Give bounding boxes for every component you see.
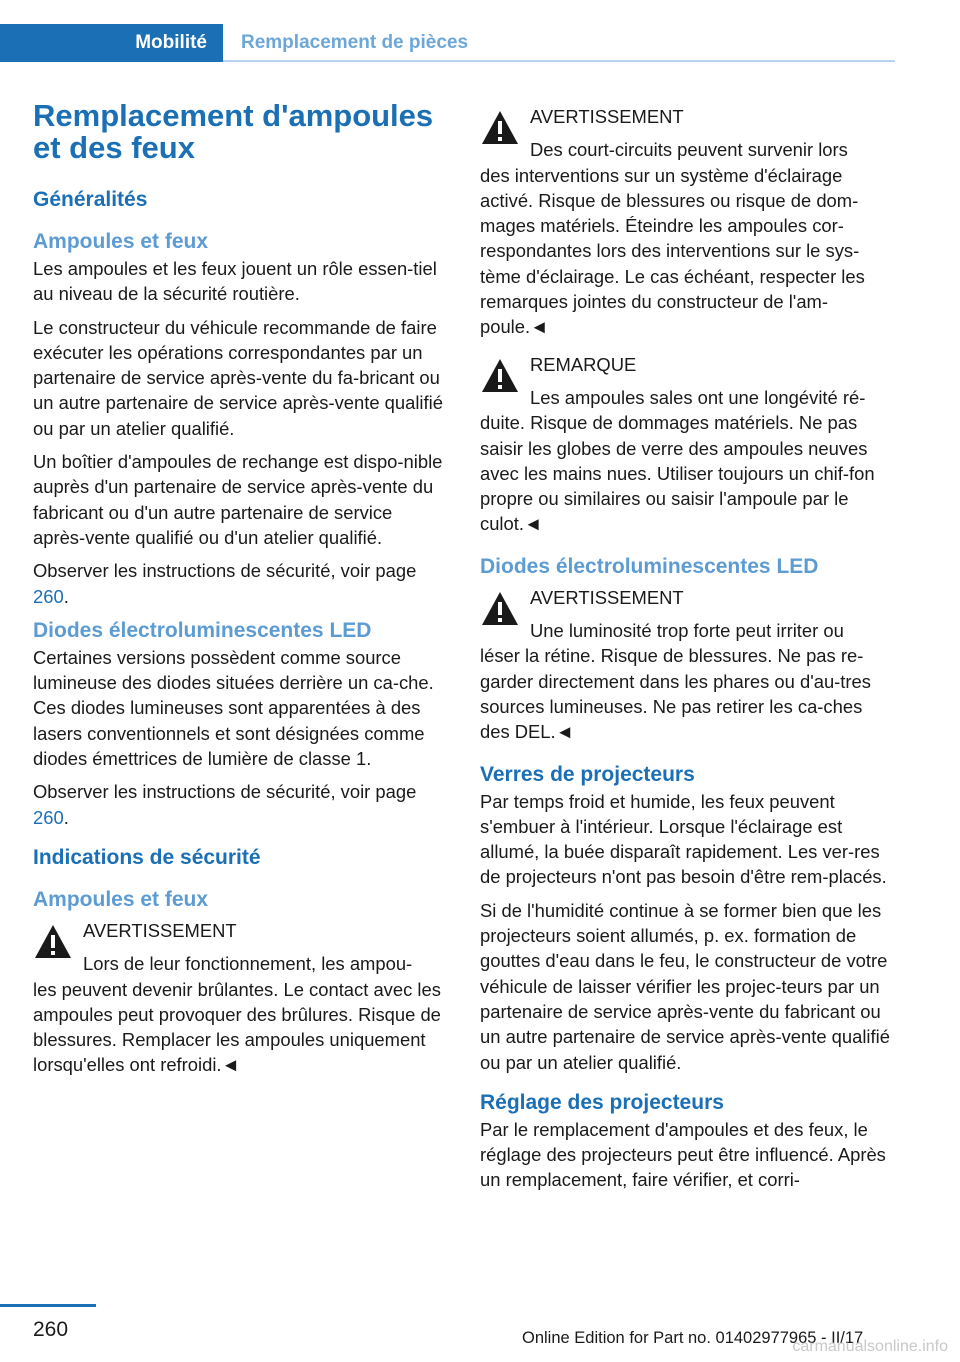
watermark: carmanualsonline.info <box>792 1338 948 1355</box>
paragraph: Par le remplacement d'ampoules et des feux, le réglage des projecteurs peut être influencé. Après un remplacement, faire vérifier, et corri- <box>480 1118 886 1191</box>
paragraph: Certaines versions possèdent comme source lumineuse des diodes situées derrière un ca-che. Ces diodes lumineuses sont apparentées à des lasers conventionnels et sont désignées comme diodes émettrices de lumière de classe 1. <box>33 646 434 770</box>
tab-mobilite-label: Mobilité <box>135 32 207 53</box>
paragraph-safety-ref <box>33 558 445 609</box>
page-title: Remplacement d'ampoules et des feux <box>33 98 434 165</box>
note-title: REMARQUE <box>530 353 637 375</box>
warning-triangle-icon <box>480 589 520 629</box>
paragraph-safety-ref <box>33 779 445 830</box>
paragraph: Les ampoules et les feux jouent un rôle essen-tiel au niveau de la sécurité routière. <box>33 258 437 305</box>
text: Observer les instructions de sécurité, voir page <box>33 781 417 803</box>
warning-block <box>33 918 445 1078</box>
warning-text-first: Des court-circuits peuvent survenir lors <box>530 139 848 161</box>
heading-verres-projecteurs: Verres de projecteurs <box>480 762 695 786</box>
text: Observer les instructions de sécurité, voir page <box>33 560 417 582</box>
warning-text <box>480 137 896 339</box>
heading-generalites: Généralités <box>33 188 148 211</box>
warning-block <box>480 104 896 340</box>
warning-title: AVERTISSEMENT <box>83 919 237 941</box>
warning-triangle-icon <box>480 108 520 148</box>
heading-led: Diodes électroluminescentes LED <box>33 618 372 642</box>
warning-text-first: Une luminosité trop forte peut irriter ou <box>530 620 844 642</box>
left-column <box>33 100 445 1090</box>
page-link[interactable]: 260 <box>33 585 64 607</box>
footer-rule <box>0 1304 96 1307</box>
warning-text-rest: léser la rétine. Risque de blessures. Ne pas re-garder directement dans les phares ou d'au-tres sources lumineuses. Ne pas retirer les ca-ches des DEL.◄ <box>480 645 871 743</box>
warning-title: AVERTISSEMENT <box>530 106 684 127</box>
heading-led: Diodes électroluminescentes LED <box>480 554 819 578</box>
page-link[interactable]: 260 <box>33 806 64 828</box>
paragraph: Un boîtier d'ampoules de rechange est dispo-nible auprès d'un partenaire de service après-vente du fabricant ou d'un autre partenaire de service après-vente qualifié ou d'un atelier qualifié. <box>33 451 443 548</box>
heading-ampoules-feux: Ampoules et feux <box>33 230 209 253</box>
note-text-rest: duite. Risque de dommages matériels. Ne pas saisir les globes de verre des ampoules neuves avec les mains nues. Utiliser toujours un chif-fon propre ou similaires ou saisir l'ampoule par le culot.◄ <box>480 412 875 535</box>
page-number: 260 <box>33 1318 69 1341</box>
warning-text <box>33 951 445 1077</box>
right-column <box>480 100 896 1201</box>
warning-text-rest: des interventions sur un système d'éclairage activé. Risque de blessures ou risque de dom-mages matériels. Éteindre les ampoules cor-respondantes lors des interventions sur le sys-tème d'éclairage. Le cas échéant, respecter les remarques jointes du constructeur de l'am-poule.◄ <box>480 164 865 338</box>
header-rule <box>223 60 895 62</box>
warning-block <box>480 585 896 745</box>
heading-indications-securite: Indications de sécurité <box>33 845 261 869</box>
note-text-first: Les ampoules sales ont une longévité ré- <box>530 386 866 408</box>
warning-triangle-icon <box>33 922 73 962</box>
warning-triangle-icon <box>480 356 520 396</box>
text: . <box>63 806 69 828</box>
page-header <box>0 24 895 62</box>
note-block <box>480 352 896 537</box>
section-title: Remplacement de pièces <box>241 32 469 53</box>
warning-text <box>480 618 896 744</box>
warning-text-first: Lors de leur fonctionnement, les ampou- <box>83 953 413 975</box>
warning-text-rest: les peuvent devenir brûlantes. Le contact avec les ampoules peut provoquer des brûlures. Risque de blessures. Remplacer les ampoules uniquement lorsqu'elles ont refroidi.◄ <box>33 978 441 1076</box>
heading-ampoules-feux: Ampoules et feux <box>33 887 209 911</box>
edition-info: Online Edition for Part no. 01402977965 - II/17 <box>522 1329 864 1347</box>
note-text <box>480 385 896 537</box>
tab-mobilite <box>0 24 223 62</box>
text: . <box>63 585 69 607</box>
paragraph: Par temps froid et humide, les feux peuvent s'embuer à l'intérieur. Lorsque l'éclairage est allumé, la buée disparaît rapidement. Les ver-res de projecteurs n'ont pas besoin d'être rem-placés. <box>480 790 887 888</box>
warning-title: AVERTISSEMENT <box>530 586 684 608</box>
paragraph: Si de l'humidité continue à se former bien que les projecteurs soient allumés, p. ex. formation de gouttes d'eau dans le feu, le constructeur de votre véhicule de laisser vérifier les projec-teurs par un partenaire de service après-vente du fabricant ou un autre partenaire de service après-vente qualifié ou par un atelier qualifié. <box>480 899 890 1073</box>
heading-reglage-projecteurs: Réglage des projecteurs <box>480 1090 724 1114</box>
paragraph: Le constructeur du véhicule recommande de faire exécuter les opérations correspondantes par un partenaire de service après-vente du fa-bricant ou un autre partenaire de service après-vente qualifié ou par un atelier qualifié. <box>33 316 443 439</box>
